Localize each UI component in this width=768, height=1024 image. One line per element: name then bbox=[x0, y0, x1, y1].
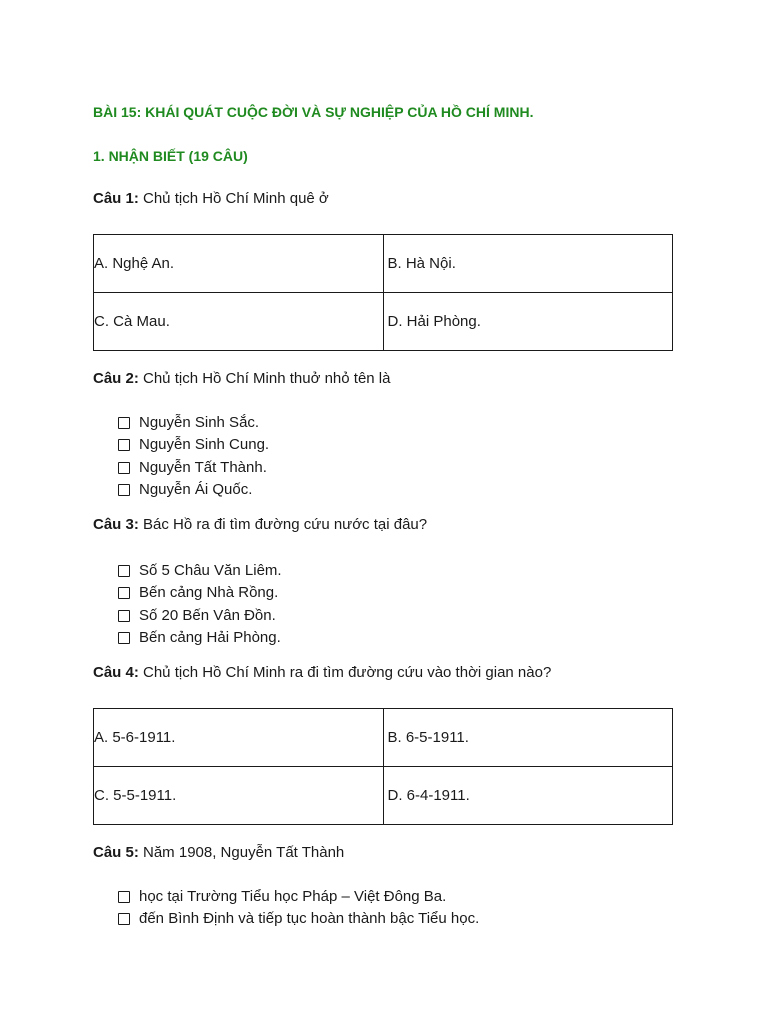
answer-table-4 bbox=[93, 708, 673, 825]
checkbox-icon[interactable] bbox=[118, 913, 130, 925]
checkbox-icon[interactable] bbox=[118, 632, 130, 644]
question-number: Câu 2: bbox=[93, 370, 139, 387]
answer-cell: A. Nghệ An. bbox=[94, 235, 384, 293]
option-label: Nguyễn Ái Quốc. bbox=[139, 480, 253, 498]
question-text: Chủ tịch Hồ Chí Minh quê ở bbox=[138, 190, 329, 207]
question-number: Câu 1: bbox=[93, 190, 139, 207]
checkbox-icon[interactable] bbox=[118, 891, 130, 903]
checkbox-icon[interactable] bbox=[118, 587, 130, 599]
question-number: Câu 5: bbox=[93, 844, 139, 861]
question-text: Năm 1908, Nguyễn Tất Thành bbox=[138, 844, 345, 861]
answer-cell: C. 5-5-1911. bbox=[94, 767, 384, 825]
question-1 bbox=[93, 190, 329, 207]
list-item[interactable] bbox=[118, 886, 479, 908]
list-item[interactable] bbox=[118, 560, 282, 582]
checkbox-icon[interactable] bbox=[118, 462, 130, 474]
answer-table-1 bbox=[93, 234, 673, 351]
list-item[interactable] bbox=[118, 434, 269, 456]
option-label: Số 5 Châu Văn Liêm. bbox=[139, 562, 282, 579]
answer-cell: C. Cà Mau. bbox=[94, 293, 384, 351]
question-4 bbox=[93, 664, 551, 681]
list-item[interactable] bbox=[118, 479, 269, 501]
option-list-2 bbox=[118, 412, 269, 501]
checkbox-icon[interactable] bbox=[118, 565, 130, 577]
question-text: Chủ tịch Hồ Chí Minh ra đi tìm đường cứu vào thời gian nào? bbox=[138, 664, 552, 681]
question-text: Chủ tịch Hồ Chí Minh thuở nhỏ tên là bbox=[138, 370, 391, 387]
list-item[interactable] bbox=[118, 908, 479, 930]
answer-cell: B. 6-5-1911. bbox=[383, 709, 673, 767]
option-label: Nguyễn Tất Thành. bbox=[139, 458, 267, 476]
checkbox-icon[interactable] bbox=[118, 439, 130, 451]
answer-cell: B. Hà Nội. bbox=[383, 235, 673, 293]
list-item[interactable] bbox=[118, 412, 269, 434]
option-label: Bến cảng Nhà Rồng. bbox=[139, 584, 279, 602]
answer-cell: D. 6-4-1911. bbox=[383, 767, 673, 825]
question-5 bbox=[93, 844, 344, 861]
list-item[interactable] bbox=[118, 627, 282, 649]
question-text: Bác Hồ ra đi tìm đường cứu nước tại đâu? bbox=[138, 516, 428, 533]
answer-cell: A. 5-6-1911. bbox=[94, 709, 384, 767]
option-label: đến Bình Định và tiếp tục hoàn thành bậc Tiểu học. bbox=[139, 910, 480, 928]
checkbox-icon[interactable] bbox=[118, 610, 130, 622]
option-label: Nguyễn Sinh Cung. bbox=[139, 436, 270, 454]
section-heading: 1. NHẬN BIẾT (19 CÂU) bbox=[93, 148, 248, 164]
option-label: học tại Trường Tiểu học Pháp – Việt Đông Ba. bbox=[139, 888, 447, 905]
question-number: Câu 3: bbox=[93, 516, 139, 533]
question-2 bbox=[93, 370, 390, 387]
list-item[interactable] bbox=[118, 605, 282, 627]
option-list-3 bbox=[118, 560, 282, 649]
checkbox-icon[interactable] bbox=[118, 484, 130, 496]
option-label: Bến cảng Hải Phòng. bbox=[139, 628, 281, 646]
answer-cell: D. Hải Phòng. bbox=[383, 293, 673, 351]
option-label: Số 20 Bến Vân Đồn. bbox=[139, 606, 276, 624]
lesson-title: BÀI 15: KHÁI QUÁT CUỘC ĐỜI VÀ SỰ NGHIỆP CỦA HỒ CHÍ MINH. bbox=[93, 104, 534, 120]
option-list-5 bbox=[118, 886, 479, 931]
list-item[interactable] bbox=[118, 457, 269, 479]
question-3 bbox=[93, 516, 427, 533]
list-item[interactable] bbox=[118, 582, 282, 604]
question-number: Câu 4: bbox=[93, 664, 139, 681]
checkbox-icon[interactable] bbox=[118, 417, 130, 429]
option-label: Nguyễn Sinh Sắc. bbox=[139, 414, 260, 431]
